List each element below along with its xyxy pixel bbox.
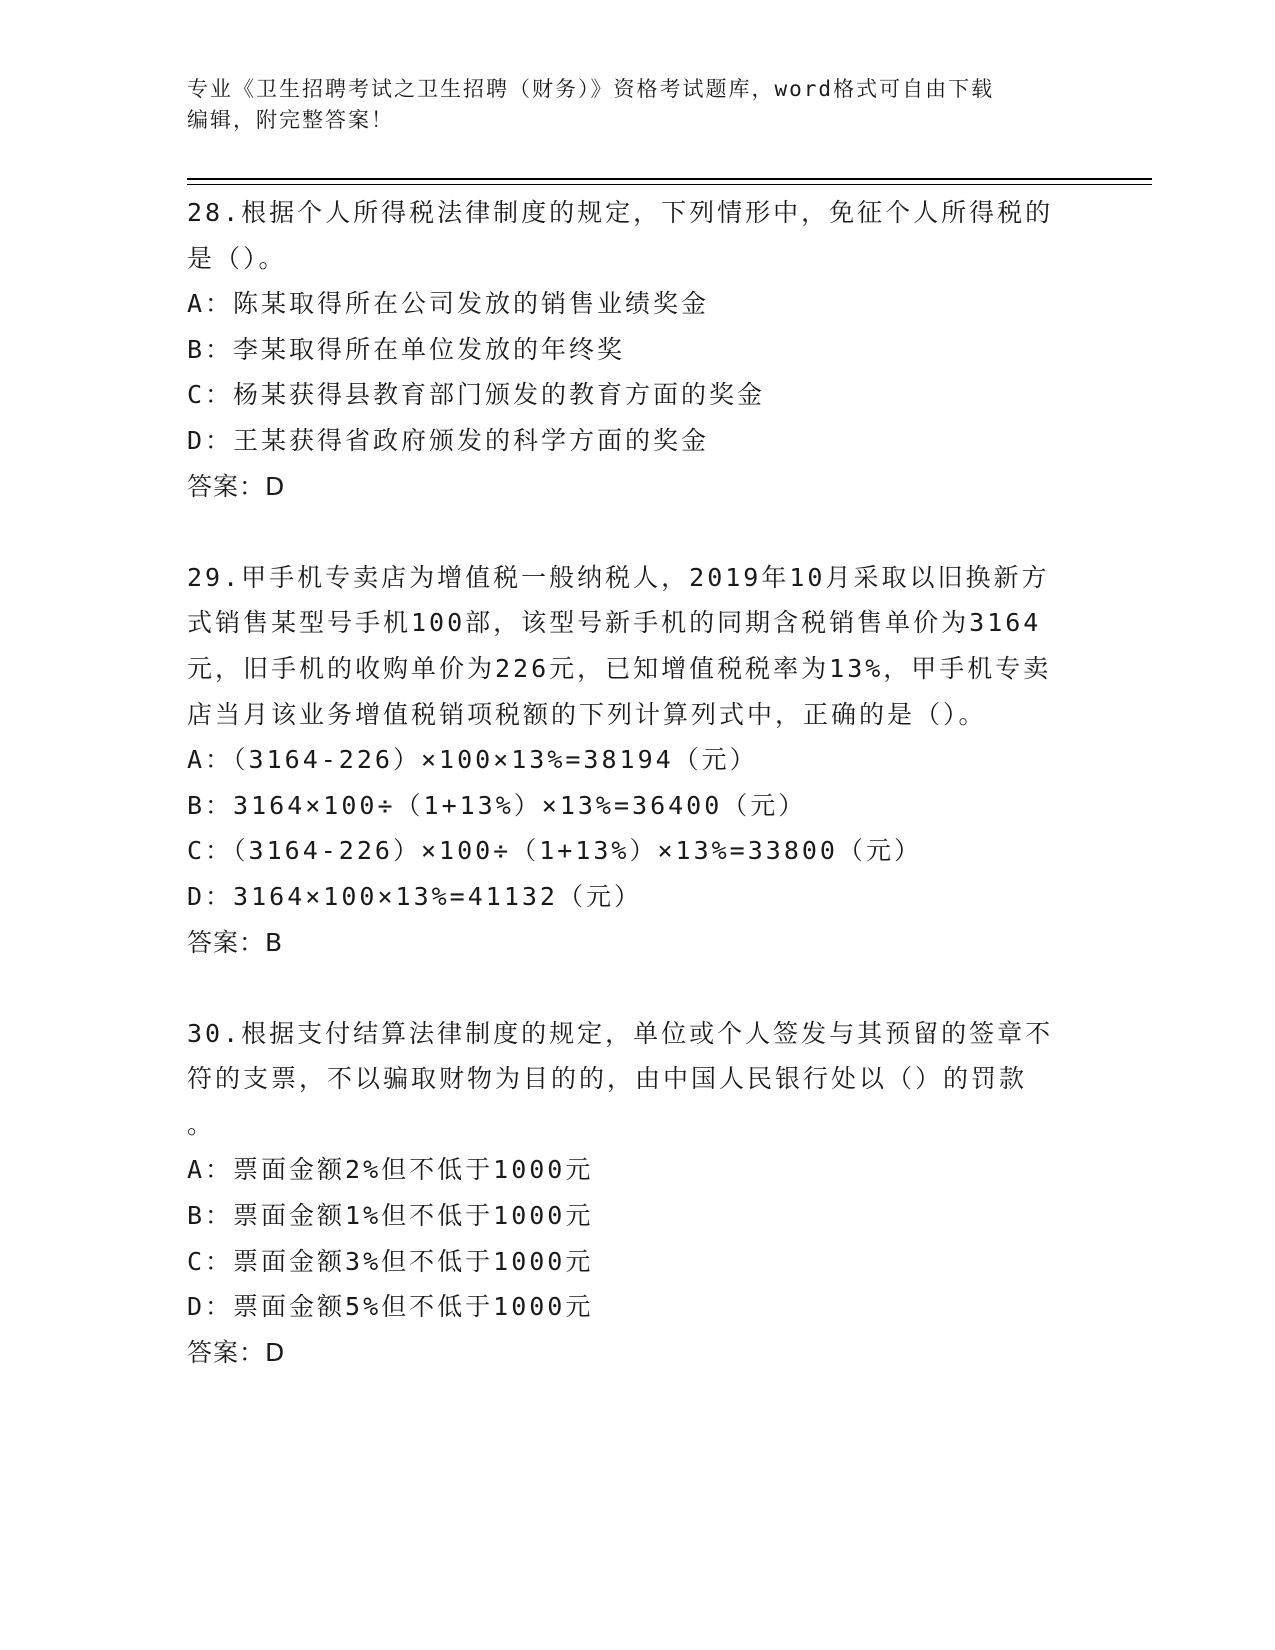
option-d: D：票面金额5%但不低于1000元 bbox=[187, 1292, 594, 1322]
question-stem-line: 式销售某型号手机100部，该型号新手机的同期含税销售单价为3164 bbox=[187, 608, 1042, 638]
question-spacer bbox=[187, 509, 1087, 555]
question-stem-line: 28.根据个人所得税法律制度的规定，下列情形中，免征个人所得税的 bbox=[187, 198, 1054, 227]
header-line-2: 编辑，附完整答案！ bbox=[187, 108, 394, 132]
option-a: A：陈某取得所在公司发放的销售业绩奖金 bbox=[187, 289, 710, 319]
option-b: B：票面金额1%但不低于1000元 bbox=[187, 1201, 594, 1231]
question-stem-line: 元，旧手机的收购单价为226元，已知增值税税率为13%，甲手机专卖 bbox=[187, 653, 1052, 683]
question-stem-line: 29.甲手机专卖店为增值税一般纳税人，2019年10月采取以旧换新方 bbox=[187, 562, 1050, 592]
question-stem-line: 店当月该业务增值税销项税额的下列计算列式中，正确的是（）。 bbox=[187, 699, 987, 729]
answer-label: 答案：D bbox=[187, 1337, 286, 1367]
question-list bbox=[187, 190, 1087, 1375]
option-d: D：3164×100×13%=41132（元） bbox=[187, 881, 642, 911]
option-a: A：（3164-226）×100×13%=38194（元） bbox=[187, 745, 758, 775]
question-stem-line: 。 bbox=[187, 1109, 216, 1139]
header-divider-thick bbox=[187, 178, 1152, 180]
answer-label: 答案：B bbox=[187, 927, 284, 957]
question-28 bbox=[187, 190, 1087, 509]
option-c: C：（3164-226）×100÷（1+13%）×13%=33800（元） bbox=[187, 836, 922, 866]
question-spacer bbox=[187, 965, 1087, 1011]
option-a: A：票面金额2%但不低于1000元 bbox=[187, 1155, 594, 1185]
header-divider-thin bbox=[187, 184, 1152, 185]
option-b: B：李某取得所在单位发放的年终奖 bbox=[187, 334, 626, 364]
option-b: B：3164×100÷（1+13%）×13%=36400（元） bbox=[187, 790, 807, 820]
document-header bbox=[187, 74, 1087, 136]
answer-label: 答案：D bbox=[187, 471, 286, 501]
header-line-1: 专业《卫生招聘考试之卫生招聘（财务）》资格考试题库，word格式可自由下载 bbox=[187, 77, 995, 101]
question-30 bbox=[187, 1011, 1087, 1376]
question-29 bbox=[187, 555, 1087, 965]
question-stem-line: 30.根据支付结算法律制度的规定，单位或个人签发与其预留的签章不 bbox=[187, 1018, 1054, 1048]
option-c: C：杨某获得县教育部门颁发的教育方面的奖金 bbox=[187, 380, 766, 410]
option-c: C：票面金额3%但不低于1000元 bbox=[187, 1246, 594, 1276]
question-stem-line: 符的支票，不以骗取财物为目的的，由中国人民银行处以（）的罚款 bbox=[187, 1064, 1028, 1094]
question-stem-line: 是（）。 bbox=[187, 243, 287, 273]
option-d: D：王某获得省政府颁发的科学方面的奖金 bbox=[187, 425, 710, 455]
